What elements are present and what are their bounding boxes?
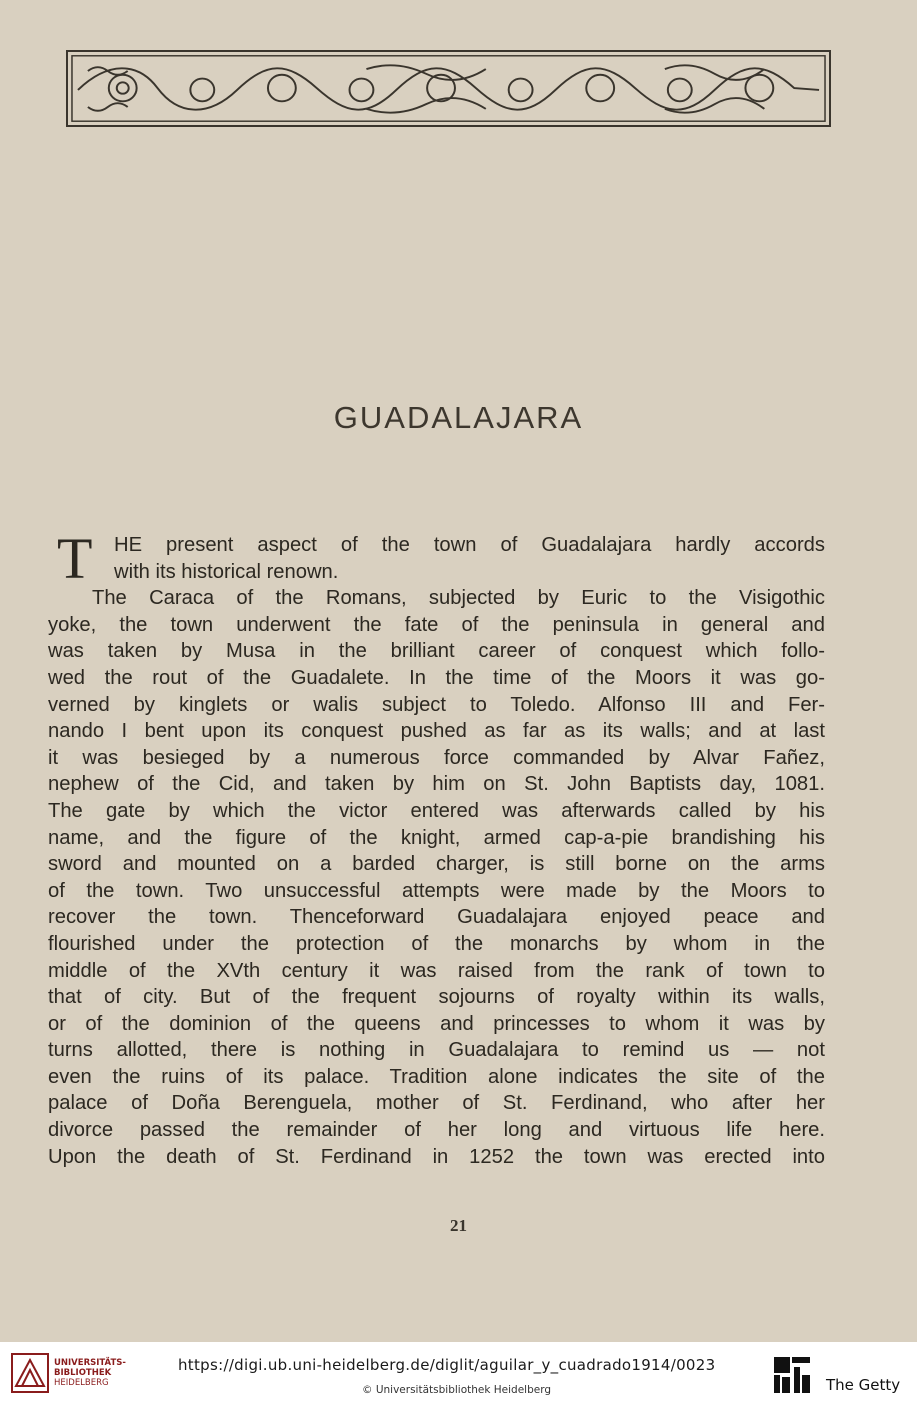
text-line: middle of the XVth century it was raised from the rank of town to [48,959,825,982]
text-line: yoke, the town underwent the fate of the peninsula in general and [48,613,825,636]
decorative-header-band [66,50,831,127]
text-line: Upon the death of St. Ferdinand in 1252 the town was erected into [48,1145,825,1168]
drop-cap: T [57,526,93,591]
library-name-line: UNIVERSITÄTS- [54,1358,126,1368]
text-line: with its historical renown. [114,560,339,583]
text-line: flourished under the protection of the monarchs by whom in the [48,932,825,955]
text-line: or of the dominion of the queens and princesses to whom it was by [48,1012,825,1035]
text-line: even the ruins of its palace. Tradition alone indicates the site of the [48,1065,825,1088]
university-library-logo-icon[interactable] [10,1352,50,1394]
partner-name[interactable]: The Getty [826,1376,901,1394]
page-number: 21 [450,1216,467,1235]
getty-logo-icon[interactable] [772,1355,812,1395]
library-name-line: HEIDELBERG [54,1378,109,1388]
library-name-line: BIBLIOTHEK [54,1368,112,1378]
text-line: it was besieged by a numerous force commanded by Alvar Fañez, [48,746,825,769]
text-line: of the town. Two unsuccessful attempts were made by the Moors to [48,879,825,902]
text-line: divorce passed the remainder of her long and virtuous life here. [48,1119,825,1142]
viewer-footer [0,1342,917,1408]
ornament-scroll-icon [68,52,829,125]
text-line: recover the town. Thenceforward Guadalajara enjoyed peace and [48,906,825,929]
text-line: was taken by Musa in the brilliant career of conquest which follo- [48,640,825,663]
text-line: HE present aspect of the town of Guadalajara hardly accords [114,534,825,556]
text-line: verned by kinglets or walis subject to Toledo. Alfonso III and Fer- [48,693,825,716]
chapter-title: GUADALAJARA [333,400,584,435]
text-line: sword and mounted on a barded charger, is still borne on the arms [48,853,825,876]
body-text [48,526,825,1170]
text-line: turns allotted, there is nothing in Guadalajara to remind us — not [48,1039,825,1062]
text-line: nephew of the Cid, and taken by him on St. John Baptists day, 1081. [48,773,825,796]
text-line: name, and the figure of the knight, armed cap-a-pie brandishing his [48,826,825,849]
text-line: wed the rout of the Guadalete. In the time of the Moors it was go- [48,666,825,689]
text-line: nando I bent upon its conquest pushed as far as its walls; and at last [48,720,825,743]
copyright-notice: © Universitätsbibliothek Heidelberg [362,1384,552,1396]
text-line: that of city. But of the frequent sojourns of royalty within its walls, [48,986,825,1009]
text-line: The gate by which the victor entered was afterwards called by his [48,799,825,822]
library-name [54,1358,126,1388]
text-line: palace of Doña Berenguela, mother of St. Ferdinand, who after her [48,1092,825,1115]
permalink-url[interactable]: https://digi.ub.uni-heidelberg.de/diglit/aguilar_y_cuadrado1914/0023 [178,1356,716,1374]
text-line: The Caraca of the Romans, subjected by Euric to the Visigothic [92,587,825,610]
